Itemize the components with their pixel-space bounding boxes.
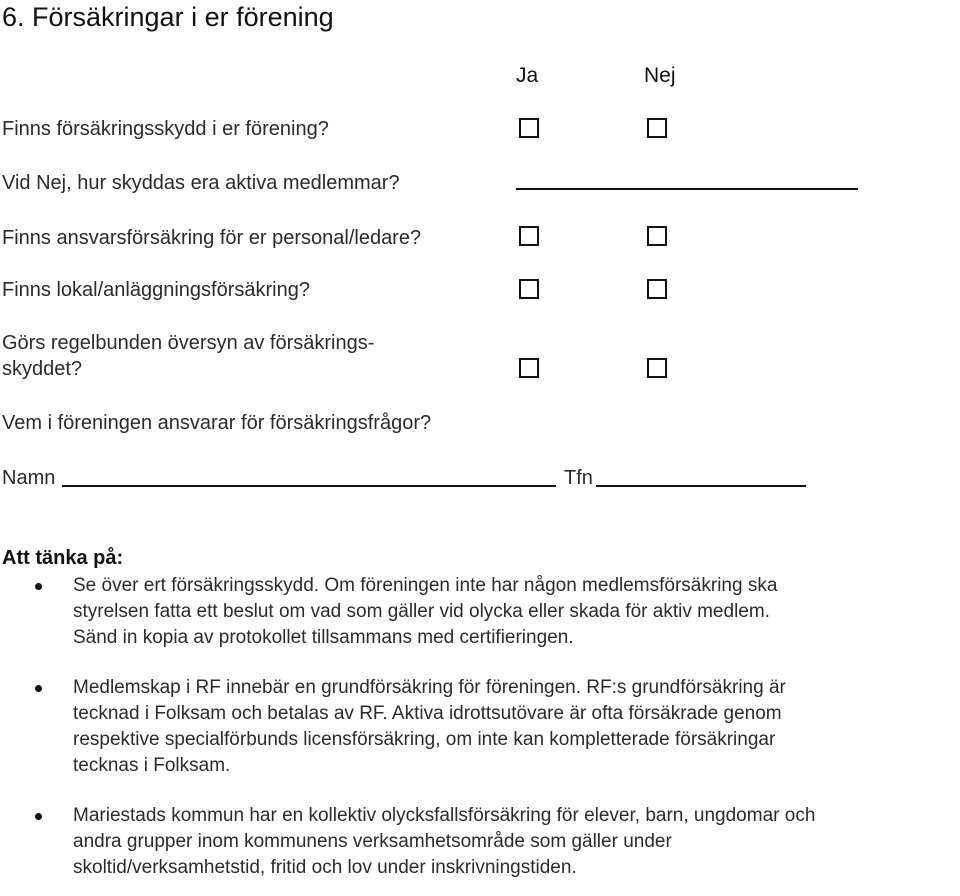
checkbox-q3-no[interactable] [647,226,667,246]
question-insurance-coverage: Finns försäkringsskydd i er förening? [2,118,329,140]
checkbox-q1-no[interactable] [647,118,667,138]
contact-phone-label: Tfn [564,467,593,489]
checkbox-q1-yes[interactable] [519,118,539,138]
list-item-line: styrelsen fatta ett beslut om vad som gäller vid olycka eller skada för aktiv medlem. [73,601,770,622]
list-item-line: tecknas i Folksam. [73,755,231,776]
question-facility-insurance: Finns lokal/anläggningsförsäkring? [2,279,310,301]
list-item [0,573,960,651]
column-header-yes: Ja [516,64,539,87]
list-item-line: Se över ert försäkringsskydd. Om föreningen inte har någon medlemsförsäkring ska [73,575,778,596]
question-regular-review-line2: skyddet? [2,358,83,380]
question-if-no-protection: Vid Nej, hur skyddas era aktiva medlemmar? [2,172,400,194]
bullet-icon [35,813,42,820]
list-item-line: respektive specialförbunds licensförsäkring, om inte kan kompletterade försäkringar [73,729,776,750]
list-item [0,803,960,881]
answer-line-protection[interactable] [516,188,858,190]
checkbox-q5-yes[interactable] [519,358,539,378]
list-item-line: Sänd in kopia av protokollet tillsammans med certifieringen. [73,627,574,648]
list-item-line: skoltid/verksamhetstid, fritid och lov under inskrivningstiden. [73,857,577,878]
checkbox-q5-no[interactable] [647,358,667,378]
checkbox-q4-no[interactable] [647,279,667,299]
section-title: 6. Försäkringar i er förening [2,2,334,32]
question-responsible-person: Vem i föreningen ansvarar för försäkringsfrågor? [2,412,432,434]
contact-name-label: Namn [2,467,56,489]
question-regular-review-line1: Görs regelbunden översyn av försäkrings- [2,332,375,354]
consider-heading: Att tänka på: [2,547,124,569]
list-item-line: andra grupper inom kommunens verksamhetsområde som gäller under [73,831,672,852]
checkbox-q3-yes[interactable] [519,226,539,246]
column-header-no: Nej [644,64,676,87]
contact-phone-line[interactable] [596,485,806,487]
bullet-icon [35,583,42,590]
list-item [0,675,960,779]
checkbox-q4-yes[interactable] [519,279,539,299]
contact-name-line[interactable] [62,485,556,487]
consider-list [0,568,960,881]
bullet-icon [35,685,42,692]
list-item-line: Medlemskap i RF innebär en grundförsäkring för föreningen. RF:s grundförsäkring är [73,677,786,698]
list-item-line: Mariestads kommun har en kollektiv olycksfallsförsäkring för elever, barn, ungdomar och [73,805,816,826]
list-item-line: tecknad i Folksam och betalas av RF. Aktiva idrottsutövare är ofta försäkrade genom [73,703,782,724]
question-liability-insurance: Finns ansvarsförsäkring för er personal/ledare? [2,227,422,249]
